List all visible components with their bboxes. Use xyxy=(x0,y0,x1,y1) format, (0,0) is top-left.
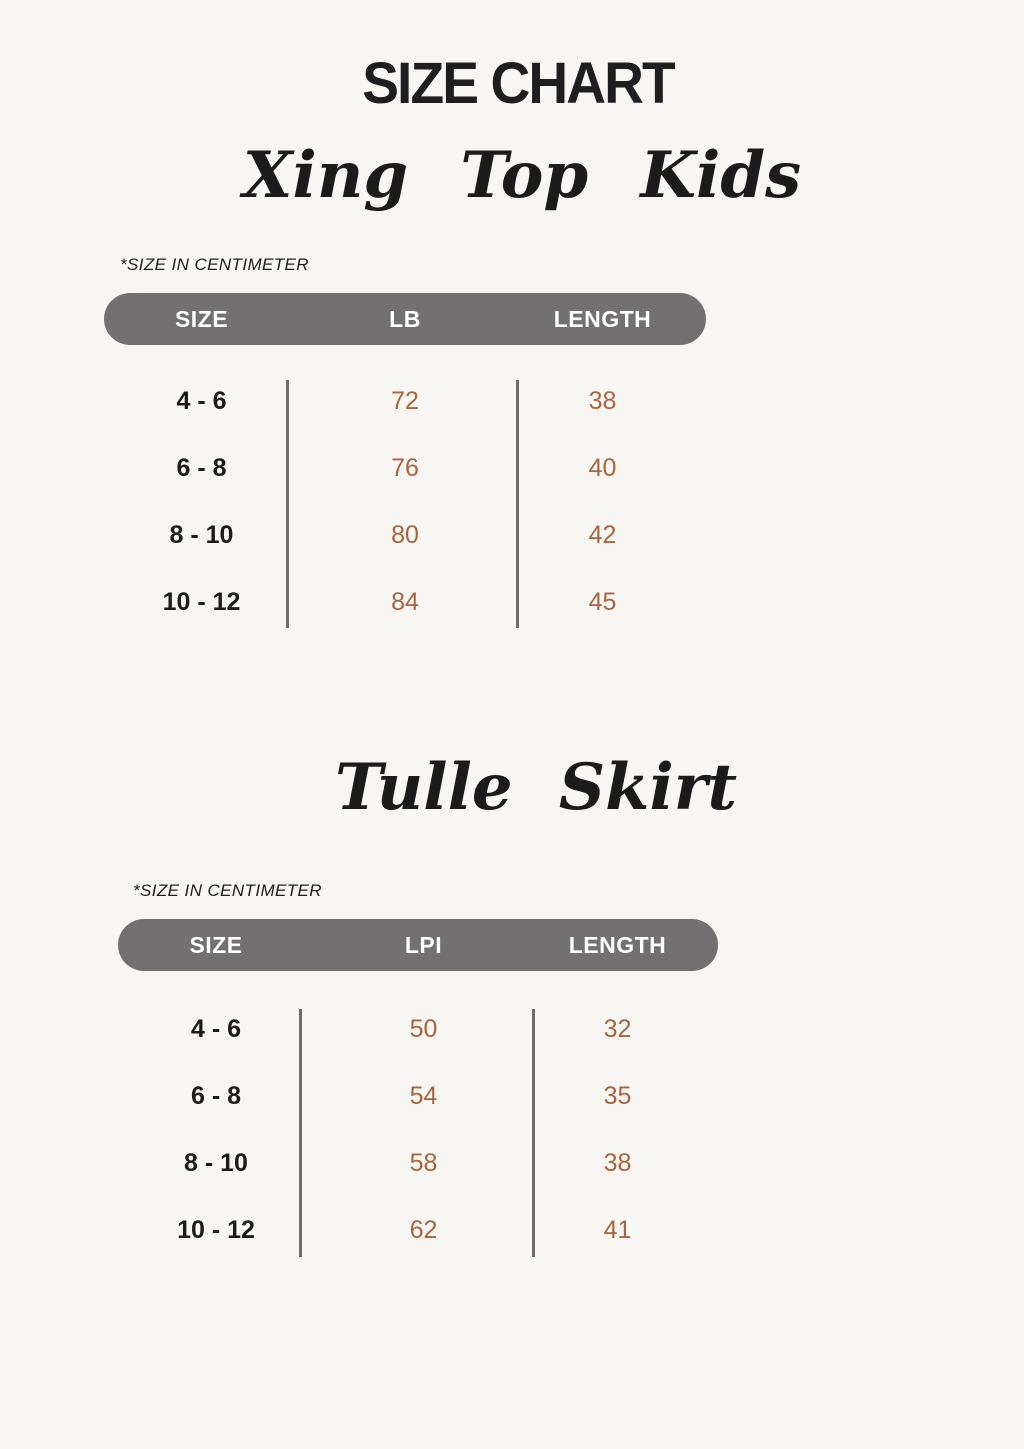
column-divider xyxy=(299,1009,302,1257)
table-header xyxy=(118,919,718,971)
table-row xyxy=(104,435,706,502)
lb-value-cell: 84 xyxy=(391,588,419,616)
table-row xyxy=(118,1130,718,1197)
table-body xyxy=(118,971,718,1264)
size-range-cell: 8 - 10 xyxy=(184,1149,248,1177)
table-row xyxy=(104,569,706,636)
column-header-lb: LB xyxy=(389,305,421,332)
column-header-size: SIZE xyxy=(174,305,229,332)
column-header-length: LENGTH xyxy=(568,931,667,958)
size-range-cell: 8 - 10 xyxy=(169,521,234,549)
table-row xyxy=(118,1197,718,1264)
size-range-cell: 4 - 6 xyxy=(190,1015,242,1043)
size-range-cell: 6 - 8 xyxy=(176,454,227,482)
length-value-cell: 38 xyxy=(603,1149,632,1177)
size-table-xing-top-kids xyxy=(104,293,706,636)
size-range-cell: 4 - 6 xyxy=(176,387,227,415)
column-divider xyxy=(286,380,289,628)
table-row xyxy=(118,996,718,1063)
lpi-value-cell: 62 xyxy=(409,1216,438,1244)
column-divider xyxy=(516,380,519,628)
column-header-lpi: LPI xyxy=(404,931,443,958)
unit-note: *SIZE IN CENTIMETER xyxy=(120,255,309,274)
length-value-cell: 42 xyxy=(588,521,617,549)
lpi-value-cell: 58 xyxy=(409,1149,438,1177)
lb-value-cell: 76 xyxy=(391,454,419,482)
lpi-value-cell: 50 xyxy=(409,1015,438,1043)
page-title: SIZE CHART xyxy=(362,51,674,116)
length-value-cell: 45 xyxy=(588,588,617,616)
product-title-tulle-skirt: Tulle Skirt xyxy=(334,750,738,825)
length-value-cell: 40 xyxy=(588,454,617,482)
length-value-cell: 41 xyxy=(603,1216,632,1244)
column-header-size: SIZE xyxy=(189,931,243,958)
column-divider xyxy=(532,1009,535,1257)
product-title-xing-top-kids: Xing Top Kids xyxy=(242,138,802,213)
lb-value-cell: 72 xyxy=(391,387,419,415)
size-range-cell: 6 - 8 xyxy=(190,1082,242,1110)
unit-note: *SIZE IN CENTIMETER xyxy=(133,881,322,900)
length-value-cell: 35 xyxy=(603,1082,632,1110)
table-row xyxy=(104,368,706,435)
table-row xyxy=(104,502,706,569)
table-row xyxy=(118,1063,718,1130)
lpi-value-cell: 54 xyxy=(409,1082,438,1110)
size-table-tulle-skirt xyxy=(118,919,718,1264)
lb-value-cell: 80 xyxy=(391,521,419,549)
length-value-cell: 32 xyxy=(603,1015,632,1043)
size-range-cell: 10 - 12 xyxy=(162,588,241,616)
column-header-length: LENGTH xyxy=(553,305,652,332)
size-range-cell: 10 - 12 xyxy=(177,1216,255,1244)
length-value-cell: 38 xyxy=(588,387,617,415)
table-header xyxy=(104,293,706,345)
table-body xyxy=(104,345,706,636)
